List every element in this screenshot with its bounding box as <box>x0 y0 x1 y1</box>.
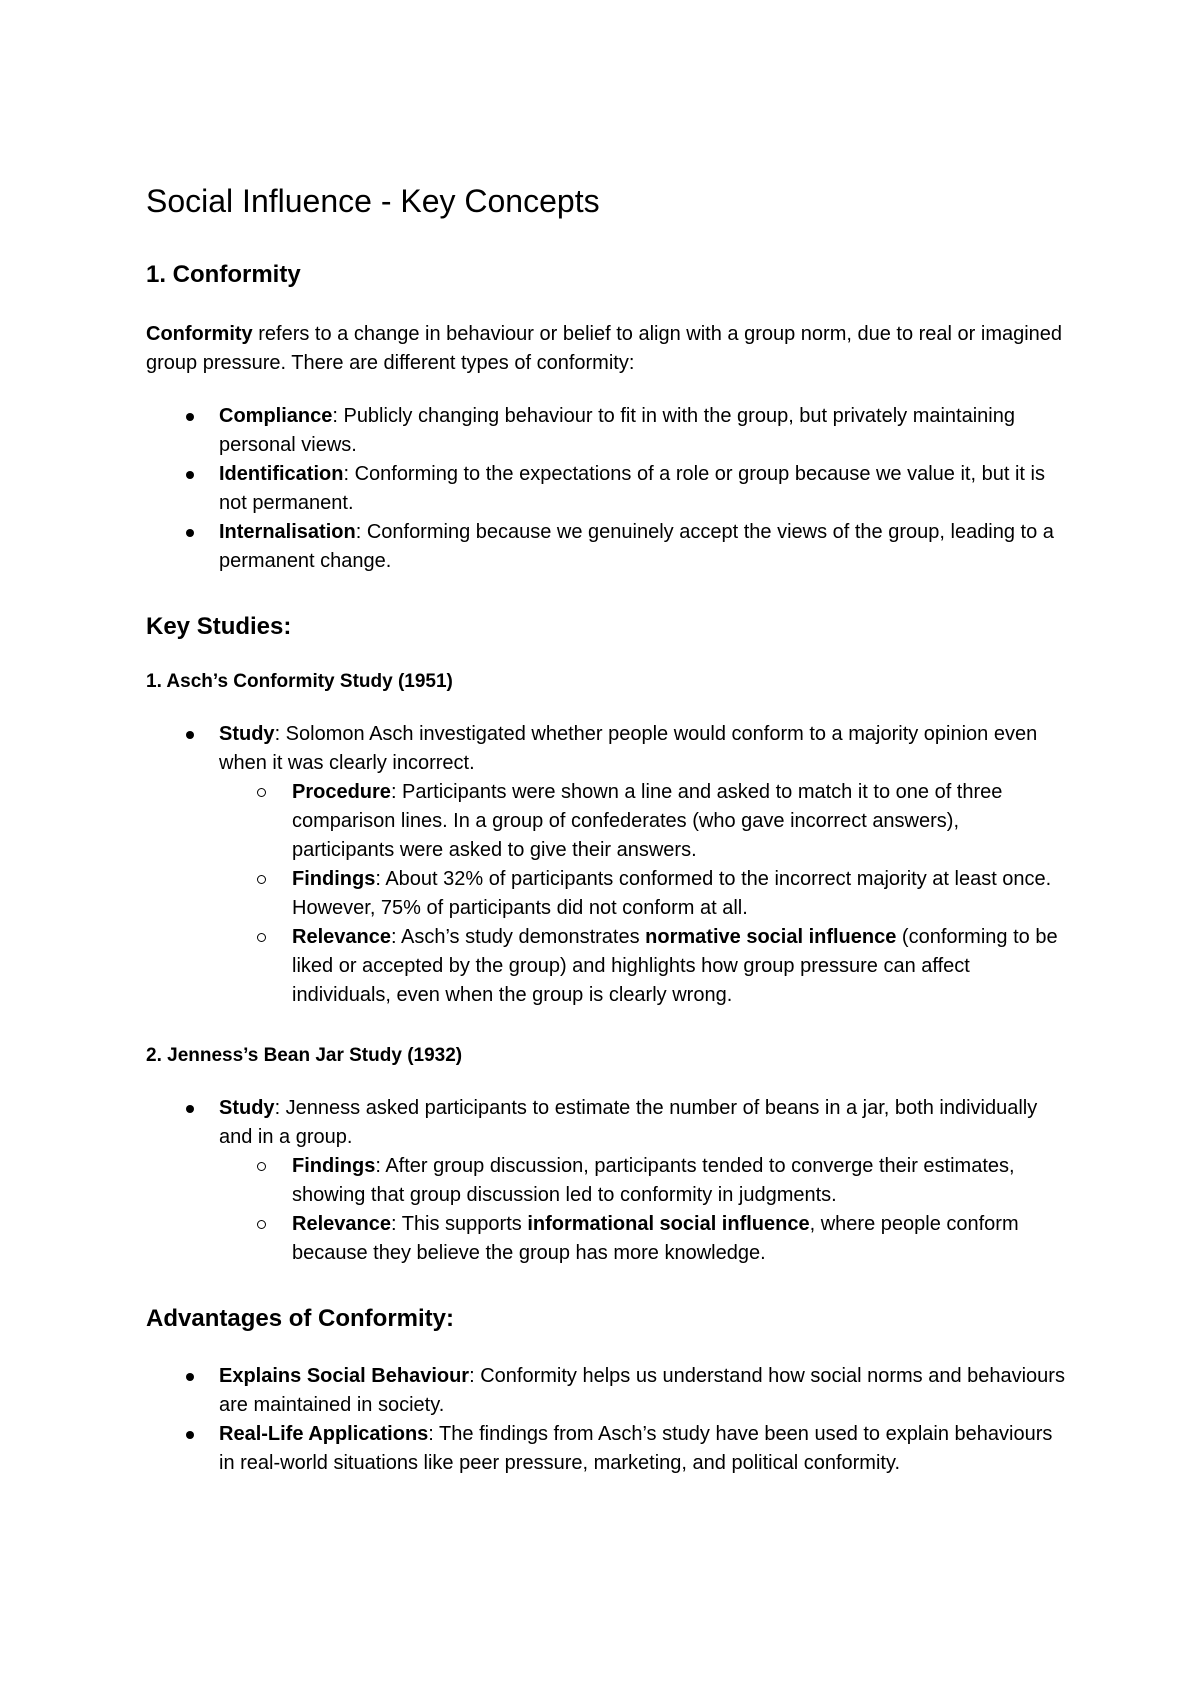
list-item <box>146 1420 1066 1478</box>
term-real-life-applications: Real-Life Applications <box>219 1423 429 1445</box>
term-relevance: Relevance <box>292 926 391 948</box>
asch-study-heading: 1. Asch’s Conformity Study (1951) <box>146 671 453 692</box>
conformity-definition-text: refers to a change in behaviour or belief to align with a group norm, due to real or imagined group pressure. There are different types of conformity: <box>146 323 1063 374</box>
jenness-findings-text: : After group discussion, participants tended to converge their estimates, showing that group discussion led to conformity in judgments. <box>292 1155 1015 1206</box>
asch-relevance-text-cont: (conforming to be liked or accepted by the group) and highlights how group pressure can affect individuals, even when the group is clearly wrong. <box>292 926 1058 1006</box>
term-internalisation: Internalisation <box>219 521 356 543</box>
jenness-study-list <box>146 1094 1066 1268</box>
jenness-study-text: : Jenness asked participants to estimate the number of beans in a jar, both individually and in a group. <box>219 1097 1038 1148</box>
list-item <box>146 1362 1066 1420</box>
asch-study-list <box>146 720 1066 1010</box>
internalisation-text: : Conforming because we genuinely accept the views of the group, leading to a permanent change. <box>219 521 1054 572</box>
asch-procedure-text: : Participants were shown a line and asked to match it to one of three comparison lines. In a group of confederates (who gave incorrect answers), participants were asked to give their answers. <box>292 781 1003 861</box>
jenness-study-heading: 2. Jenness’s Bean Jar Study (1932) <box>146 1045 463 1066</box>
list-item <box>219 923 1066 1010</box>
term-normative-social-influence: normative social influence <box>645 926 897 948</box>
list-item <box>219 1210 1066 1268</box>
jenness-sub-list <box>146 1152 1066 1268</box>
term-compliance: Compliance <box>219 405 333 427</box>
term-study: Study <box>219 723 275 745</box>
list-item <box>219 865 1066 923</box>
list-item <box>219 778 1066 865</box>
list-item <box>146 518 1066 576</box>
asch-study-text: : Solomon Asch investigated whether people would conform to a majority opinion even when it was clearly incorrect. <box>219 723 1038 774</box>
advantage-text: : Conformity helps us understand how social norms and behaviours are maintained in society. <box>219 1365 1065 1416</box>
list-item <box>146 460 1066 518</box>
list-item <box>146 402 1066 460</box>
list-item <box>219 1152 1066 1210</box>
list-item <box>146 1094 1066 1268</box>
term-procedure: Procedure <box>292 781 391 803</box>
advantages-heading: Advantages of Conformity: <box>146 1305 455 1332</box>
term-explains-social-behaviour: Explains Social Behaviour <box>219 1365 470 1387</box>
conformity-definition <box>146 320 1066 378</box>
asch-sub-list <box>146 778 1066 1010</box>
advantages-list <box>146 1362 1066 1478</box>
identification-text: : Conforming to the expectations of a role or group because we value it, but it is not permanent. <box>219 463 1045 514</box>
page-title: Social Influence - Key Concepts <box>146 183 600 219</box>
list-item <box>146 720 1066 1010</box>
compliance-text: : Publicly changing behaviour to fit in with the group, but privately maintaining personal views. <box>219 405 1015 456</box>
jenness-relevance-text-cont: , where people conform because they believe the group has more knowledge. <box>292 1213 1019 1264</box>
term-relevance: Relevance <box>292 1213 391 1235</box>
key-studies-heading: Key Studies: <box>146 613 292 640</box>
jenness-relevance-text: : This supports <box>390 1213 528 1235</box>
term-study: Study <box>219 1097 275 1119</box>
term-conformity: Conformity <box>146 323 253 345</box>
term-informational-social-influence: informational social influence <box>527 1213 810 1235</box>
term-findings: Findings <box>292 1155 376 1177</box>
advantage-text: : The findings from Asch’s study have been used to explain behaviours in real-world situations like peer pressure, marketing, and political conformity. <box>219 1423 1053 1474</box>
term-identification: Identification <box>219 463 344 485</box>
section-heading-conformity: 1. Conformity <box>146 261 301 288</box>
document-content <box>146 182 1066 1478</box>
conformity-types-list <box>146 402 1066 576</box>
term-findings: Findings <box>292 868 376 890</box>
asch-relevance-text: : Asch’s study demonstrates <box>390 926 646 948</box>
asch-findings-text: : About 32% of participants conformed to the incorrect majority at least once. However, 75% of participants did not conform at all. <box>292 868 1052 919</box>
